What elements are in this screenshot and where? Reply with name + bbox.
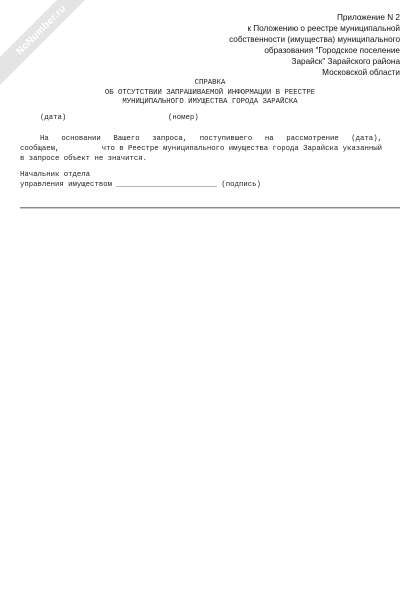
body-line-2 <box>20 144 382 154</box>
watermark-text: NoNumber.ru <box>13 2 69 58</box>
body-line-3 <box>20 154 382 164</box>
body-word: Вашего <box>113 135 140 143</box>
body-word: поступившего <box>199 135 253 143</box>
body-word: На <box>40 135 49 143</box>
document-subtitle-line: МУНИЦИПАЛЬНОГО ИМУЩЕСТВА ГОРОДА ЗАРАЙСКА <box>122 98 298 106</box>
body-word: сообщаем, <box>20 145 60 153</box>
signature-block <box>20 171 261 191</box>
body-word: основании <box>61 135 101 143</box>
document-subtitle-line: ОБ ОТСУТСТВИИ ЗАПРАШИВАЕМОЙ ИНФОРМАЦИИ В РЕЕСТРЕ <box>104 88 316 97</box>
document-title: СПРАВКА <box>194 79 226 87</box>
divider-line <box>20 207 400 209</box>
appendix-line: Московской области <box>322 68 400 77</box>
appendix-line: Зарайск" Зарайского района <box>291 57 400 66</box>
body-line-1 <box>20 134 382 144</box>
body-word: что в Реестре муниципального имущества города Зарайска указанный <box>101 145 382 153</box>
body-word: запроса, <box>152 135 188 143</box>
date-placeholder: (дата) <box>40 114 67 122</box>
number-placeholder: (номер) <box>168 114 199 122</box>
body-word: на <box>264 135 274 143</box>
appendix-line: к Положению о реестре муниципальной <box>247 24 400 33</box>
appendix-line: Приложение N 2 <box>336 13 400 22</box>
body-paragraph <box>20 134 382 164</box>
body-word: рассмотрение <box>286 135 339 143</box>
appendix-line: собственности (имущества) муниципального <box>229 35 400 44</box>
signer-line: управления имуществом _______________________ (подпись) <box>20 180 261 189</box>
body-text-line: в запросе объект не значится. <box>20 155 147 163</box>
appendix-header <box>200 12 400 78</box>
body-word: (дата), <box>351 135 382 143</box>
appendix-line: образования "Городское поселение <box>264 46 400 55</box>
signer-title: Начальник отдела <box>20 171 91 179</box>
document-title-block <box>20 79 400 108</box>
watermark-ribbon <box>0 0 101 90</box>
